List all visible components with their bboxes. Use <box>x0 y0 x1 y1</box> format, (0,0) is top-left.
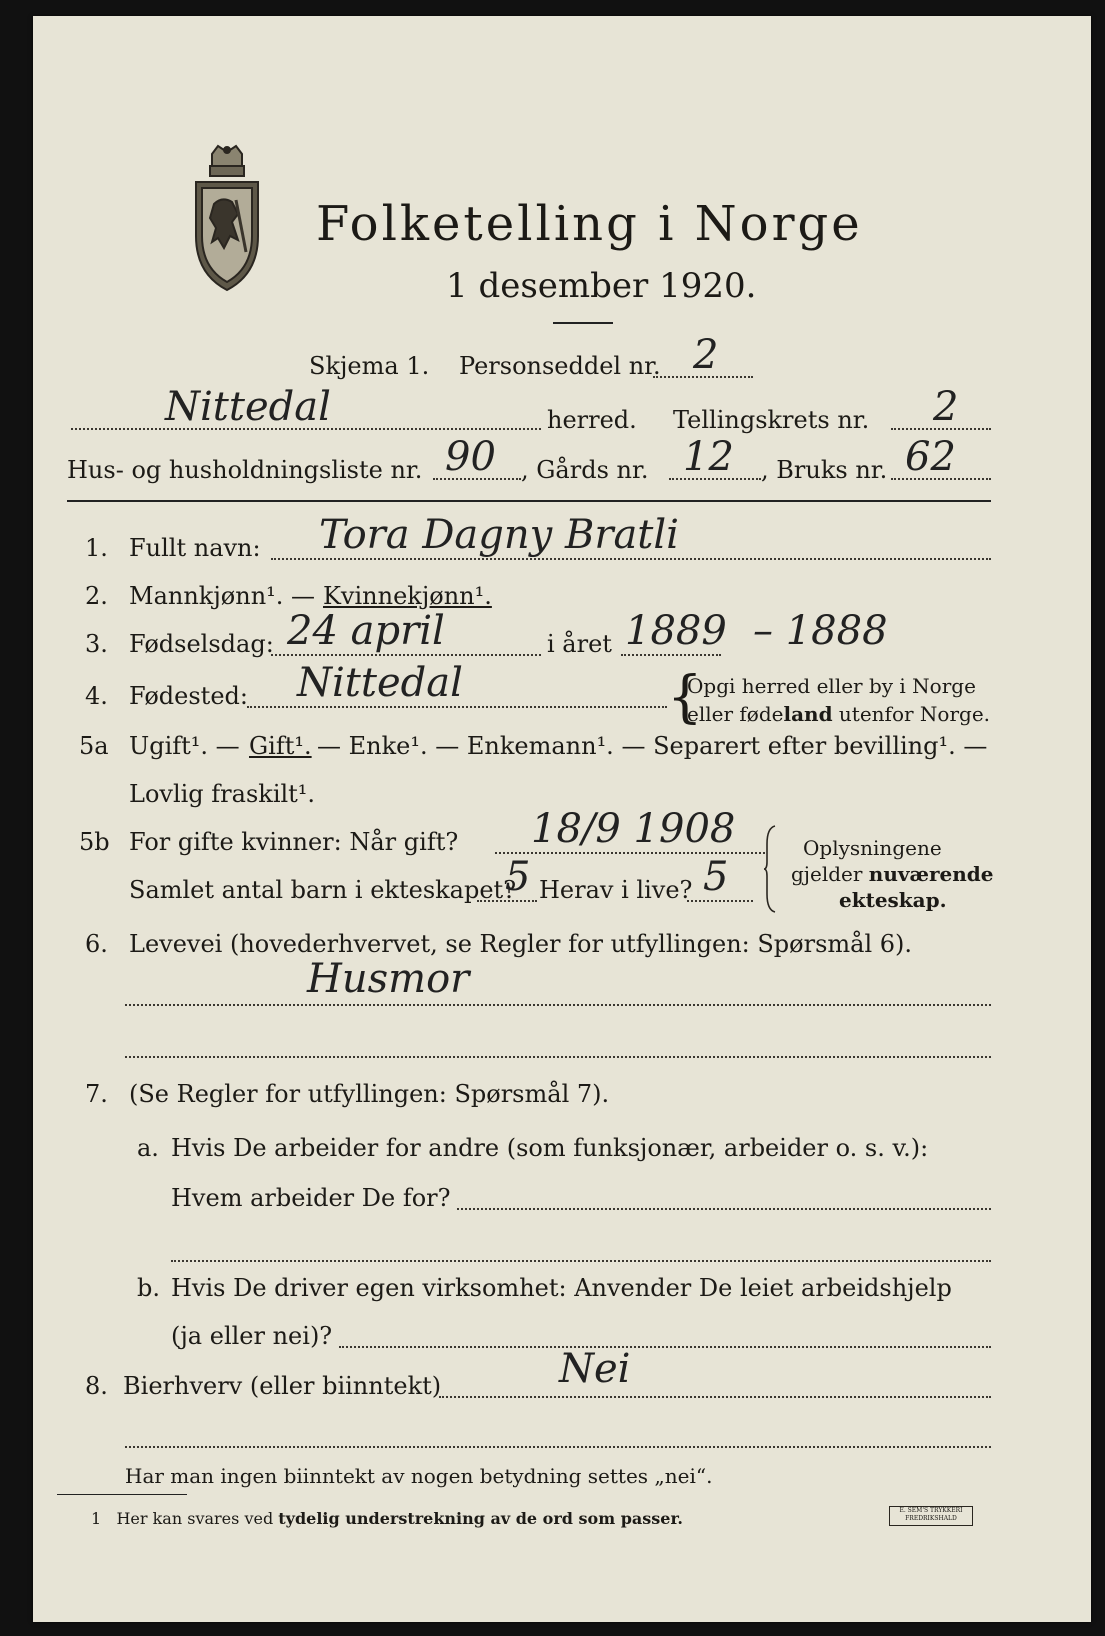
q7-number: 7. <box>85 1080 108 1108</box>
q7a-label-2: Hvem arbeider De for? <box>171 1184 451 1212</box>
tellingskrets-value[interactable]: 2 <box>933 384 959 430</box>
q7b-number: b. <box>137 1274 160 1302</box>
side-income-value[interactable]: Nei <box>559 1346 631 1392</box>
gards-value[interactable]: 12 <box>683 434 734 480</box>
q5a-number: 5a <box>79 732 109 760</box>
q7a-label: Hvis De arbeider for andre (som funksjonær, arbeider o. s. v.): <box>171 1134 929 1162</box>
q5b-brace-icon <box>763 824 779 914</box>
q5b-alive-label: Herav i live? <box>539 876 693 904</box>
q4-note-2 <box>687 702 990 726</box>
marital-unmarried-option[interactable]: Ugift¹. — <box>129 732 240 760</box>
coat-of-arms-icon <box>188 144 266 294</box>
footnote-text-b: tydelig understrekning av de ord som passer. <box>278 1509 683 1528</box>
marital-divorced-option[interactable]: Lovlig fraskilt¹. <box>129 780 316 808</box>
q1-label: Fullt navn: <box>129 534 261 562</box>
q3-label: Fødselsdag: <box>129 630 274 658</box>
q8-field-line-2 <box>125 1446 991 1448</box>
q7a-field-line-1 <box>457 1208 991 1210</box>
q1-number: 1. <box>85 534 108 562</box>
children-count-value[interactable]: 5 <box>505 854 531 900</box>
full-name-value[interactable]: Tora Dagny Bratli <box>319 512 679 558</box>
q3-year-field-line <box>621 654 721 656</box>
children-alive-value[interactable]: 5 <box>703 854 729 900</box>
q5b-children-label: Samlet antal barn i ekteskapet? <box>129 876 517 904</box>
birthplace-value[interactable]: Nittedal <box>297 660 463 706</box>
q4-note-1: Opgi herred eller by i Norge <box>687 674 976 698</box>
printer-stamp <box>889 1506 973 1526</box>
marital-married-option[interactable]: Gift¹. <box>249 732 312 760</box>
footer-note: Har man ingen biinntekt av nogen betydning settes „nei“. <box>125 1464 713 1488</box>
q7b-field-line <box>339 1346 991 1348</box>
q4-field-line <box>247 706 667 708</box>
birth-year-alt-value: – 1888 <box>753 608 888 654</box>
printer-line-2: FREDRIKSHALD <box>905 1515 957 1522</box>
q4-note-2c: utenfor Norge. <box>838 702 991 726</box>
herred-label: herred. <box>547 406 637 434</box>
q5b-label: For gifte kvinner: Når gift? <box>129 828 459 856</box>
q3-year-label: i året <box>547 630 612 658</box>
q5b-number: 5b <box>79 828 110 856</box>
q8-label: Bierhverv (eller biinntekt) <box>123 1372 442 1400</box>
herred-value[interactable]: Nittedal <box>165 384 331 430</box>
q7-label: (Se Regler for utfyllingen: Spørsmål 7). <box>129 1080 610 1108</box>
gards-label: , Gårds nr. <box>521 456 649 484</box>
q5b-note-1: Oplysningene <box>803 836 942 860</box>
q2-number: 2. <box>85 582 108 610</box>
footnote-rule <box>57 1494 187 1495</box>
q7a-field-line-2 <box>171 1260 991 1262</box>
q1-field-line <box>271 558 991 560</box>
printer-line-1: E. SEM'S TRYKKERI <box>899 1507 963 1514</box>
sex-male-option[interactable]: Mannkjønn¹. — <box>129 582 316 610</box>
personseddel-value[interactable]: 2 <box>693 332 719 378</box>
q5b-alive-field-line <box>687 900 753 902</box>
form-title: Folketelling i Norge <box>316 196 863 252</box>
footnote <box>91 1509 683 1528</box>
title-divider <box>553 322 613 324</box>
marriage-date-value[interactable]: 18/9 1908 <box>531 806 736 852</box>
husliste-value[interactable]: 90 <box>445 434 496 480</box>
schema-label: Skjema 1. <box>309 352 430 380</box>
header-rule <box>67 500 991 502</box>
q4-number: 4. <box>85 682 108 710</box>
occupation-value[interactable]: Husmor <box>307 956 470 1002</box>
q4-label: Fødested: <box>129 682 248 710</box>
q7b-label-2: (ja eller nei)? <box>171 1322 333 1350</box>
q4-note-2b: land <box>783 702 833 726</box>
husliste-label: Hus- og husholdningsliste nr. <box>67 456 423 484</box>
q3-field-line <box>271 654 541 656</box>
q6-number: 6. <box>85 930 108 958</box>
personseddel-label: Personseddel nr. <box>459 352 661 380</box>
marital-other-options[interactable]: — Enke¹. — Enkemann¹. — Separert efter bevilling¹. — <box>317 732 988 760</box>
q3-number: 3. <box>85 630 108 658</box>
sex-female-option[interactable]: Kvinnekjønn¹. <box>323 582 492 610</box>
bruks-value[interactable]: 62 <box>905 434 956 480</box>
q7a-number: a. <box>137 1134 159 1162</box>
q5b-note-2a: gjelder <box>791 862 863 886</box>
q8-field-line-1 <box>439 1396 991 1398</box>
q6-field-line-1 <box>125 1004 991 1006</box>
footnote-number: 1 <box>91 1509 102 1528</box>
q5b-note-3: ekteskap. <box>839 888 947 912</box>
census-date: 1 desember 1920. <box>446 266 757 306</box>
q4-note-2a: eller føde <box>687 702 784 726</box>
q6-field-line-2 <box>125 1056 991 1058</box>
bruks-label: , Bruks nr. <box>761 456 888 484</box>
footnote-text-a: Her kan svares ved <box>116 1509 274 1528</box>
q5b-note-2b: nuværende <box>868 862 994 886</box>
q6-label: Levevei (hovederhvervet, se Regler for utfyllingen: Spørsmål 6). <box>129 930 913 958</box>
q4-brace: { <box>667 665 703 730</box>
q7b-label: Hvis De driver egen virksomhet: Anvender De leiet arbeidshjelp <box>171 1274 952 1302</box>
birthday-value[interactable]: 24 april <box>287 608 445 654</box>
q8-number: 8. <box>85 1372 108 1400</box>
birth-year-value[interactable]: 1889 <box>625 608 727 654</box>
q5b-note-2 <box>791 862 994 886</box>
q5b-children-field-line <box>477 900 537 902</box>
census-form-page <box>33 16 1091 1622</box>
tellingskrets-label: Tellingskrets nr. <box>673 406 870 434</box>
